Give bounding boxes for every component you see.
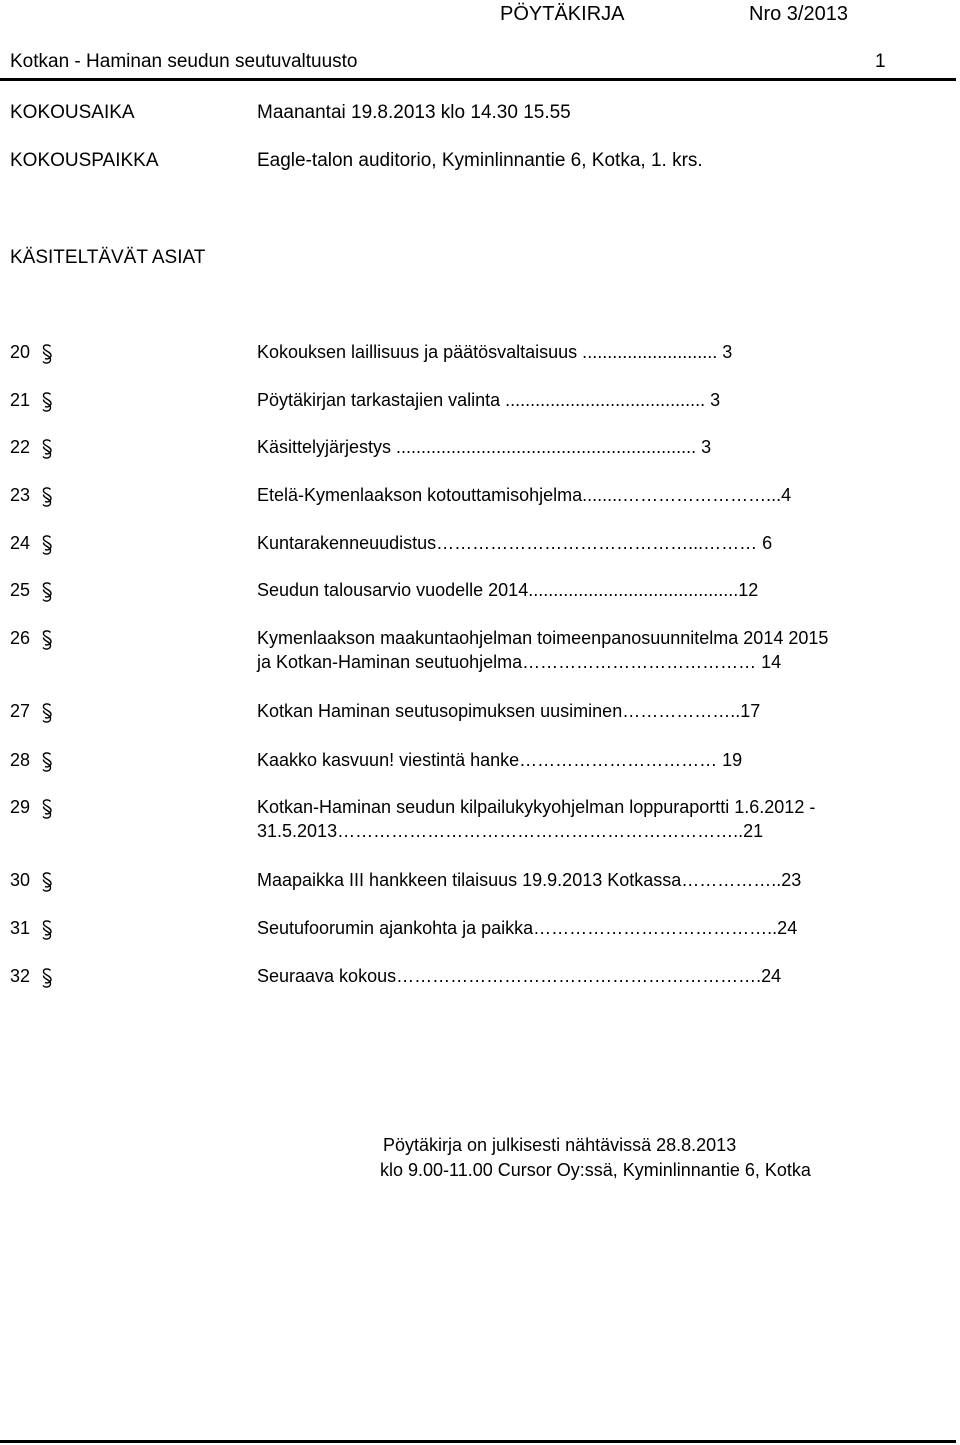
section-sign-icon: [40, 343, 54, 370]
agenda-item-title: Pöytäkirjan tarkastajien valinta ........................................ 3: [257, 390, 721, 410]
agenda-item-number: 20: [10, 342, 31, 362]
meeting-time-value: Maanantai 19.8.2013 klo 14.30 15.55: [257, 102, 571, 123]
agenda-item-number: 32: [10, 966, 31, 986]
footer-rule: [0, 1440, 956, 1443]
section-sign-icon: [40, 967, 54, 994]
section-sign-icon: [40, 438, 54, 465]
page-number: 1: [875, 51, 886, 72]
agenda-item-number: 22: [10, 437, 31, 457]
document-title: PÖYTÄKIRJA: [500, 3, 625, 25]
section-sign-icon: [40, 391, 54, 418]
section-sign-icon: [40, 581, 54, 608]
agenda-item-number: 28: [10, 750, 31, 770]
agenda-item-title: Seudun talousarvio vuodelle 2014..........................................12: [257, 580, 759, 600]
section-sign-icon: [40, 871, 54, 898]
section-sign-icon: [40, 486, 54, 513]
header-rule: [0, 78, 956, 81]
section-sign-icon: [40, 629, 54, 656]
agenda-item-title: Seuraava kokous…………………………………………………….24: [257, 966, 782, 986]
agenda-item-title: Seutufoorumin ajankohta ja paikka…………………………………..24: [257, 918, 798, 938]
meeting-time-label: KOKOUSAIKA: [10, 102, 135, 123]
agenda-item-number: 29: [10, 797, 31, 817]
agenda-item-title-continuation: ja Kotkan-Haminan seutuohjelma………………………………… 14: [257, 652, 782, 672]
agenda-item-number: 23: [10, 485, 31, 505]
section-sign-icon: [40, 798, 54, 825]
agenda-item-title: Kaakko kasvuun! viestintä hanke…………………………… 19: [257, 750, 743, 770]
section-sign-icon: [40, 534, 54, 561]
agenda-item-number: 30: [10, 870, 31, 890]
agenda-item-title: Kotkan-Haminan seudun kilpailukykyohjelman loppuraportti 1.6.2012 -: [257, 797, 816, 817]
section-sign-icon: [40, 919, 54, 946]
section-sign-icon: [40, 702, 54, 729]
agenda-item-title: Kokouksen laillisuus ja päätösvaltaisuus ........................... 3: [257, 342, 733, 362]
organization-name: Kotkan - Haminan seudun seutuvaltuusto: [10, 51, 358, 72]
agenda-item-title-continuation: 31.5.2013…………………………………………………………..21: [257, 821, 764, 841]
agenda-item-title: Käsittelyjärjestys ............................................................ 3: [257, 437, 712, 457]
agenda-item-number: 21: [10, 390, 31, 410]
agenda-item-number: 27: [10, 701, 31, 721]
agenda-item-number: 31: [10, 918, 31, 938]
agenda-item-number: 25: [10, 580, 31, 600]
agenda-item-number: 24: [10, 533, 31, 553]
agenda-item-title: Maapaikka III hankkeen tilaisuus 19.9.2013 Kotkassa……………..23: [257, 870, 802, 890]
public-notice-line-1: Pöytäkirja on julkisesti nähtävissä 28.8.2013: [383, 1135, 737, 1155]
public-notice-line-2: klo 9.00-11.00 Cursor Oy:ssä, Kyminlinnantie 6, Kotka: [380, 1160, 811, 1180]
agenda-item-title: Etelä-Kymenlaakson kotouttamisohjelma........……………………...4: [257, 485, 792, 505]
agenda-item-title: Kotkan Haminan seutusopimuksen uusiminen………………..17: [257, 701, 761, 721]
agenda-heading: KÄSITELTÄVÄT ASIAT: [10, 247, 206, 268]
document-number: Nro 3/2013: [749, 3, 848, 25]
agenda-item-title: Kymenlaakson maakuntaohjelman toimeenpanosuunnitelma 2014 2015: [257, 628, 829, 648]
agenda-item-number: 26: [10, 628, 31, 648]
meeting-place-value: Eagle-talon auditorio, Kyminlinnantie 6, Kotka, 1. krs.: [257, 150, 703, 171]
meeting-place-label: KOKOUSPAIKKA: [10, 150, 159, 171]
section-sign-icon: [40, 751, 54, 778]
agenda-item-title: Kuntarakenneuudistus……………………………………...……… 6: [257, 533, 773, 553]
